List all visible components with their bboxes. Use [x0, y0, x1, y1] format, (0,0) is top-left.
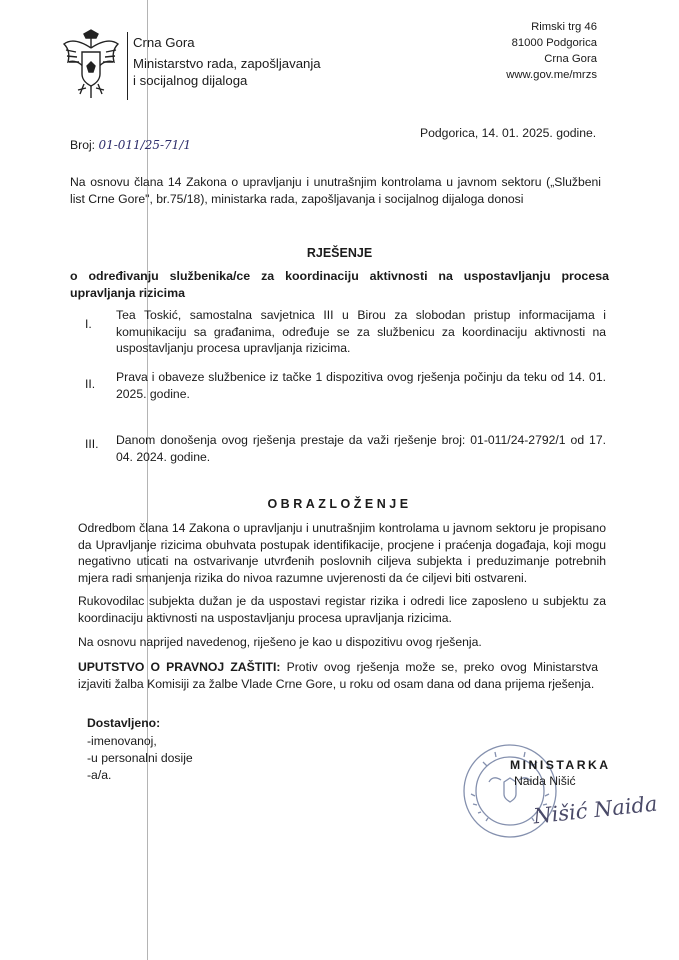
- reasoning-paragraph-3: Na osnovu naprijed navedenog, riješeno je kao u dispozitivu ovog rješenja.: [78, 635, 482, 649]
- reasoning-paragraph-1: Odredbom člana 14 Zakona o upravljanju i unutrašnjim kontrolama u javnom sektoru je propisano da Upravljanje rizicima obuhvata postupak identifikacije, procjene i praćenja događaja, koji mogu negativno uticati na ostvarivanje utvrđenih poslovnih ciljeva subjekta i preduzimanje potrebnih mjera radi smanjenja rizika do nivoa razumne uvjerenosti da će ciljevi biti ostvareni.: [78, 521, 606, 585]
- delivery-recipient-2: -u personalni dosije: [87, 751, 193, 765]
- item-1-number: I.: [85, 317, 92, 331]
- reference-number-handwritten: 01-011/25-71/1: [98, 138, 191, 152]
- legal-remedy-label: UPUTSTVO O PRAVNOJ ZAŠTITI:: [78, 660, 281, 674]
- header-ministry-line1: Ministarstvo rada, zapošljavanja: [133, 56, 321, 71]
- header-ministry-line2: i socijalnog dijaloga: [133, 73, 248, 88]
- intro-paragraph: Na osnovu člana 14 Zakona o upravljanju i unutrašnjim kontrolama u javnom sektoru („Službeni list Crne Gore", br.75/18), ministarka rada, zapošljavanja i socijalnog dijaloga donosi: [70, 175, 601, 206]
- place-date: Podgorica, 14. 01. 2025. godine.: [420, 126, 597, 140]
- reasoning-paragraph-2: Rukovodilac subjekta dužan je da uspostavi registar rizika i odredi lice zaposleno u subjektu za koordinaciju aktivnosti na uspostavljanju procesa upravljanja rizicima.: [78, 594, 606, 625]
- header-divider: [127, 32, 128, 100]
- item-3-number: III.: [85, 437, 99, 451]
- delivery-recipient-3: -a/a.: [87, 768, 112, 782]
- reasoning-title: OBRAZLOŽENJE: [267, 497, 412, 511]
- item-3-text: Danom donošenja ovog rješenja prestaje da važi rješenje broj: 01-011/24-2792/1 od 17. 04. 2024. godine.: [116, 433, 606, 464]
- decision-title: RJEŠENJE: [306, 246, 373, 260]
- item-2-text: Prava i obaveze službenice iz tačke 1 dispozitiva ovog rješenja počinju da teku od 14. 01. 2025. godine.: [116, 370, 606, 401]
- handwritten-signature: Nišić Naida: [532, 791, 659, 829]
- address-website[interactable]: www.gov.me/mrzs: [506, 69, 597, 81]
- legal-remedy-text: Protiv ovog rješenja može se, preko ovog Ministarstva izjaviti žalba Komisiji za žalbe Vlade Crne Gore, u roku od osam dana od dana prijema rješenja.: [78, 660, 598, 691]
- reference-label: Broj:: [70, 138, 96, 152]
- delivery-recipient-1: -imenovanoj,: [87, 734, 157, 748]
- address-country: Crna Gora: [544, 53, 597, 65]
- address-street: Rimski trg 46: [531, 21, 597, 33]
- legal-remedy: [78, 659, 598, 692]
- header-country: Crna Gora: [133, 35, 195, 50]
- delivery-title: Dostavljeno:: [87, 716, 161, 730]
- coat-of-arms-icon: [60, 28, 122, 100]
- signature-name: Naida Nišić: [514, 774, 576, 788]
- address-postal-city: 81000 Podgorica: [511, 37, 597, 49]
- decision-subject: o određivanju službenika/ce za koordinaciju aktivnosti na uspostavljanju procesa upravljanja rizicima: [70, 269, 609, 300]
- reference-number: [70, 138, 191, 152]
- item-1-text: Tea Toskić, samostalna savjetnica III u Birou za slobodan pristup informacijama i komunikaciju sa građanima, određuje se za službenicu za koordinaciju aktivnosti na uspostavljanju procesa upravljanja rizicima.: [116, 308, 606, 355]
- item-2-number: II.: [85, 377, 96, 391]
- signature-role: MINISTARKA: [510, 758, 611, 772]
